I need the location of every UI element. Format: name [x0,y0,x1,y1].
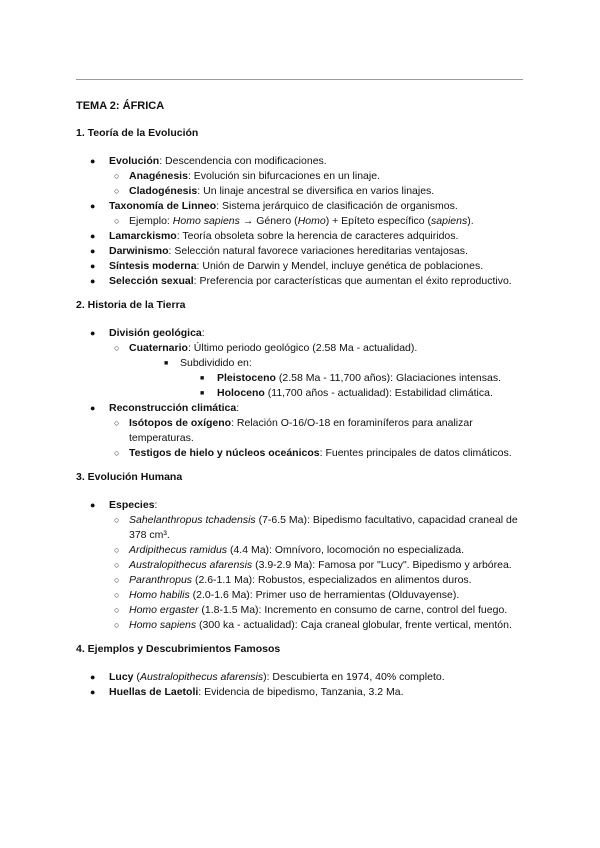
list-item: ■ Pleistoceno (2.58 Ma - 11,700 años): Glaciaciones intensas. [200,372,502,384]
list-item: ○ Homo sapiens (300 ka - actualidad): Caja craneal globular, frente vertical, mentón. [114,619,512,631]
circle-bullet-icon: ○ [114,418,120,428]
circle-bullet-icon: ○ [114,343,120,353]
list-item: ○ Sahelanthropus tchadensis (7-6.5 Ma): Bipedismo facultativo, capacidad craneal de 378 cm³. [114,514,518,541]
section-heading: 2. Historia de la Tierra [76,299,186,311]
bullet-icon: ● [90,261,96,271]
list-item: ● Huellas de Laetoli: Evidencia de bipedismo, Tanzania, 3.2 Ma. [90,686,404,698]
bullet-icon: ● [90,672,96,682]
document-body [76,100,526,710]
list-item: ■ Holoceno (11,700 años - actualidad): Estabilidad climática. [200,387,493,399]
list-item: ● Lucy (Australopithecus afarensis): Descubierta en 1974, 40% completo. [90,671,445,683]
list-item: ● Especies: [90,499,158,511]
list-item: ● Evolución: Descendencia con modificaciones. [90,155,327,167]
list-item: ● Darwinismo: Selección natural favorece variaciones hereditarias ventajosas. [90,245,468,257]
circle-bullet-icon: ○ [114,575,120,585]
section-heading: 4. Ejemplos y Descubrimientos Famosos [76,643,281,655]
list-item: ○ Isótopos de oxígeno: Relación O-16/O-18 en foraminíferos para analizar temperaturas. [114,417,473,444]
list-item: ○ Australopithecus afarensis (3.9-2.9 Ma): Famosa por "Lucy". Bipedismo y arbórea. [114,559,512,571]
square-bullet-icon: ■ [200,375,205,382]
section-evolution-theory [76,127,526,289]
list-item: ○ Ardipithecus ramidus (4.4 Ma): Omnívoro, locomoción no especializada. [114,544,464,556]
list-item: ○ Homo habilis (2.0-1.6 Ma): Primer uso de herramientas (Olduvayense). [114,589,460,601]
list-item: ● Lamarckismo: Teoría obsoleta sobre la herencia de caracteres adquiridos. [90,230,459,242]
section-earth-history [76,299,526,461]
list-item: ○ Ejemplo: Homo sapiens → Género (Homo) + Epíteto específico (sapiens). [114,215,474,227]
square-bullet-icon: ■ [164,360,169,367]
circle-bullet-icon: ○ [114,515,120,525]
bullet-icon: ● [90,500,96,510]
section-heading: 1. Teoría de la Evolución [76,127,199,139]
bullet-icon: ● [90,276,96,286]
list-item: ■ Subdividido en: [164,357,252,369]
section-famous-discoveries [76,643,526,700]
list-item: ○ Cuaternario: Último periodo geológico (2.58 Ma - actualidad). [114,342,418,354]
bullet-icon: ● [90,231,96,241]
top-divider [76,79,523,80]
list-item: ○ Cladogénesis: Un linaje ancestral se diversifica en varios linajes. [114,185,435,197]
circle-bullet-icon: ○ [114,545,120,555]
circle-bullet-icon: ○ [114,448,120,458]
page-title: TEMA 2: ÁFRICA [76,100,165,112]
bullet-icon: ● [90,328,96,338]
section-human-evolution [76,471,526,633]
bullet-icon: ● [90,687,96,697]
square-bullet-icon: ■ [200,390,205,397]
list-item: ● Selección sexual: Preferencia por características que aumentan el éxito reproductivo. [90,275,512,287]
bullet-icon: ● [90,246,96,256]
circle-bullet-icon: ○ [114,171,120,181]
circle-bullet-icon: ○ [114,186,120,196]
circle-bullet-icon: ○ [114,620,120,630]
list-item: ○ Homo ergaster (1.8-1.5 Ma): Incremento en consumo de carne, control del fuego. [114,604,508,616]
list-item: ● Síntesis moderna: Unión de Darwin y Mendel, incluye genética de poblaciones. [90,260,484,272]
circle-bullet-icon: ○ [114,605,120,615]
list-item: ○ Paranthropus (2.6-1.1 Ma): Robustos, especializados en alimentos duros. [114,574,472,586]
circle-bullet-icon: ○ [114,216,120,226]
list-item: ○ Anagénesis: Evolución sin bifurcaciones en un linaje. [114,170,380,182]
list-item: ● División geológica: [90,327,205,339]
circle-bullet-icon: ○ [114,560,120,570]
list-item: ● Taxonomía de Linneo: Sistema jerárquico de clasificación de organismos. [90,200,458,212]
list-item: ● Reconstrucción climática: [90,402,240,414]
list-item: ○ Testigos de hielo y núcleos oceánicos: Fuentes principales de datos climáticos. [114,447,512,459]
bullet-icon: ● [90,156,96,166]
bullet-icon: ● [90,201,96,211]
bullet-icon: ● [90,403,96,413]
section-heading: 3. Evolución Humana [76,471,183,483]
circle-bullet-icon: ○ [114,590,120,600]
